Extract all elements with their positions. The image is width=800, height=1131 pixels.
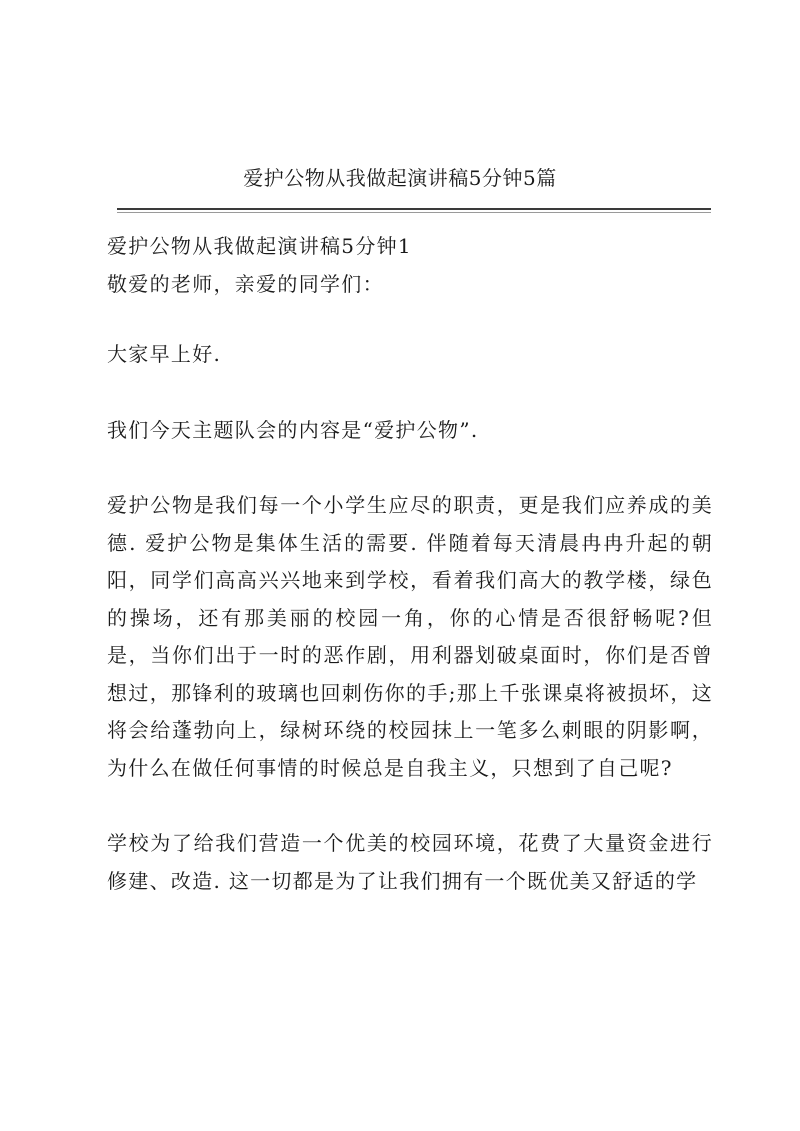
paragraph: 爱护公物是我们每一个小学生应尽的职责，更是我们应养成的美德. 爱护公物是集体生活的需要. 伴随着每天清晨冉冉升起的朝阳，同学们高高兴兴地来到学校，看着我们高大的教学楼，绿色的操场，还有那美丽的校园一角，你的心情是否很舒畅呢?但是，当你们出于一时的恶作剧，用利器划破桌面时，你们是否曾想过，那锋利的玻璃也回刺伤你的手;那上千张课桌将被损坏，这将会给蓬勃向上，绿树环绕的校园抹上一笔多么刺眼的阴影啊，为什么在做任何事情的时候总是自我主义，只想到了自己呢?	[107, 493, 713, 780]
document-title: 爱护公物从我做起演讲稿5分钟5篇	[243, 166, 557, 190]
paragraph: 我们今天主题队会的内容是“爱护公物”.	[107, 417, 479, 442]
salutation: 敬爱的老师，亲爱的同学们：	[107, 271, 384, 296]
paragraph-spacer	[107, 303, 713, 336]
title-divider	[117, 208, 711, 210]
document-body	[107, 228, 713, 900]
paragraph-spacer	[107, 374, 713, 412]
paragraph: 大家早上好.	[107, 342, 222, 366]
section-heading: 爱护公物从我做起演讲稿5分钟1	[107, 234, 412, 258]
paragraph-spacer	[107, 787, 713, 825]
paragraph-spacer	[107, 449, 713, 487]
paragraph: 学校为了给我们营造一个优美的校园环境，花费了大量资金进行修建、改造. 这一切都是为了让我们拥有一个既优美又舒适的学	[107, 831, 713, 893]
